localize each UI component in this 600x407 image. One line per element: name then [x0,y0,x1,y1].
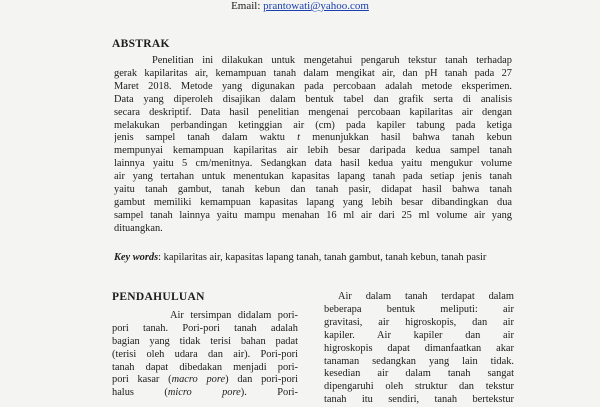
abstract-line: dituangkan. [114,222,163,234]
intro-right-line: dipengaruhi oleh struktur dan tekstur [324,381,514,393]
abstract-line: Maret 2018. Metode yang digunakan pada percobaan adalah metode eksperimen. [114,80,512,92]
introduction-heading: PENDAHULUAN [112,291,205,303]
intro-left-line: pori kasar (macro pore) dan pori-pori [112,374,298,386]
intro-right-line: tanaman sedangkan yang lain tidak. [324,355,514,367]
intro-left-line: pori tanah. Pori-pori tanah adalah [112,322,298,334]
email-label: Email: [231,0,261,12]
intro-right-line: Air dalam tanah terdapat dalam [338,291,514,302]
introduction-right-column [324,291,514,407]
abstract-body [114,55,512,236]
abstract-line: gambut memiliki kemampuan kapasitas lapang yang lebih besar dibandingkan dua [114,196,512,208]
abstract-heading: ABSTRAK [112,38,170,50]
abstract-line: air yang tertahan untuk menentukan kapasitas lapang tanah pada setiap jenis tanah [114,171,512,183]
intro-right-line: tanah itu sendiri, tanah bertekstur [324,394,514,406]
intro-right-line: higroskopis dapat dimanfaatkan akar [324,342,514,354]
author-email-line [0,0,600,12]
intro-left-line: Air tersimpan didalam pori- [170,309,298,321]
intro-left-line: (terisi oleh udara dan air). Pori-pori [112,348,298,360]
abstract-line: yaitu tanah gambut, tanah kebun dan tanah pasir, didapat hasil bahwa tanah [114,184,512,196]
abstract-line: melakukan perbandingan ketinggian air (cm) pada kapiler tabung pada ketiga [114,119,512,131]
intro-left-line: halus (micro pore). Pori- [112,387,298,399]
abstract-line: gerak kapilaritas air, kemampuan tanah dalam mengikat air, dan pH tanah pada 27 [114,67,512,79]
email-link[interactable]: prantowati@yahoo.com [263,0,369,12]
abstract-line: secara deskriptif. Data hasil penelitian mengenai percobaan kapilaritas air dengan [114,106,512,118]
intro-left-line: bagian yang tidak terisi bahan padat [112,335,298,347]
keywords-label: Key words [114,252,159,263]
abstract-line: jenis sampel tanah dalam waktu t menunjukkan hasil bahwa tanah kebun [114,132,512,144]
abstract-line: sampel tanah lainnya yaitu mampu menahan 16 ml air dari 25 ml volume air yang [114,209,512,221]
keywords [114,251,512,264]
introduction-left-column [112,291,298,400]
intro-right-line: gravitasi, air higroskopis, dan air [324,316,514,328]
abstract-line: mempunyai kemampuan kapilaritas air lebih besar daripada kedua sampel tanah [114,145,512,157]
intro-right-line: beberapa bentuk meliputi: air [324,303,514,315]
abstract-line: Data yang diperoleh disajikan dalam bentuk tabel dan grafik serta di analisis [114,93,512,105]
keywords-text: : kapilaritas air, kapasitas lapang tanah, tanah gambut, tanah kebun, tanah pasir [158,252,487,263]
abstract-line: Penelitian ini dilakukan untuk mengetahui pengaruh tekstur tanah terhadap [152,55,512,66]
intro-right-line: kapiler. Air kapiler dan air [324,329,514,341]
intro-right-line: kesedian air dalam tanah sangat [324,368,514,380]
intro-left-line: tanah dapat dibedakan menjadi pori- [112,361,298,373]
abstract-line: lainnya yaitu 5 cm/menitnya. Sedangkan data hasil kedua yaitu mengukur volume [114,158,512,170]
